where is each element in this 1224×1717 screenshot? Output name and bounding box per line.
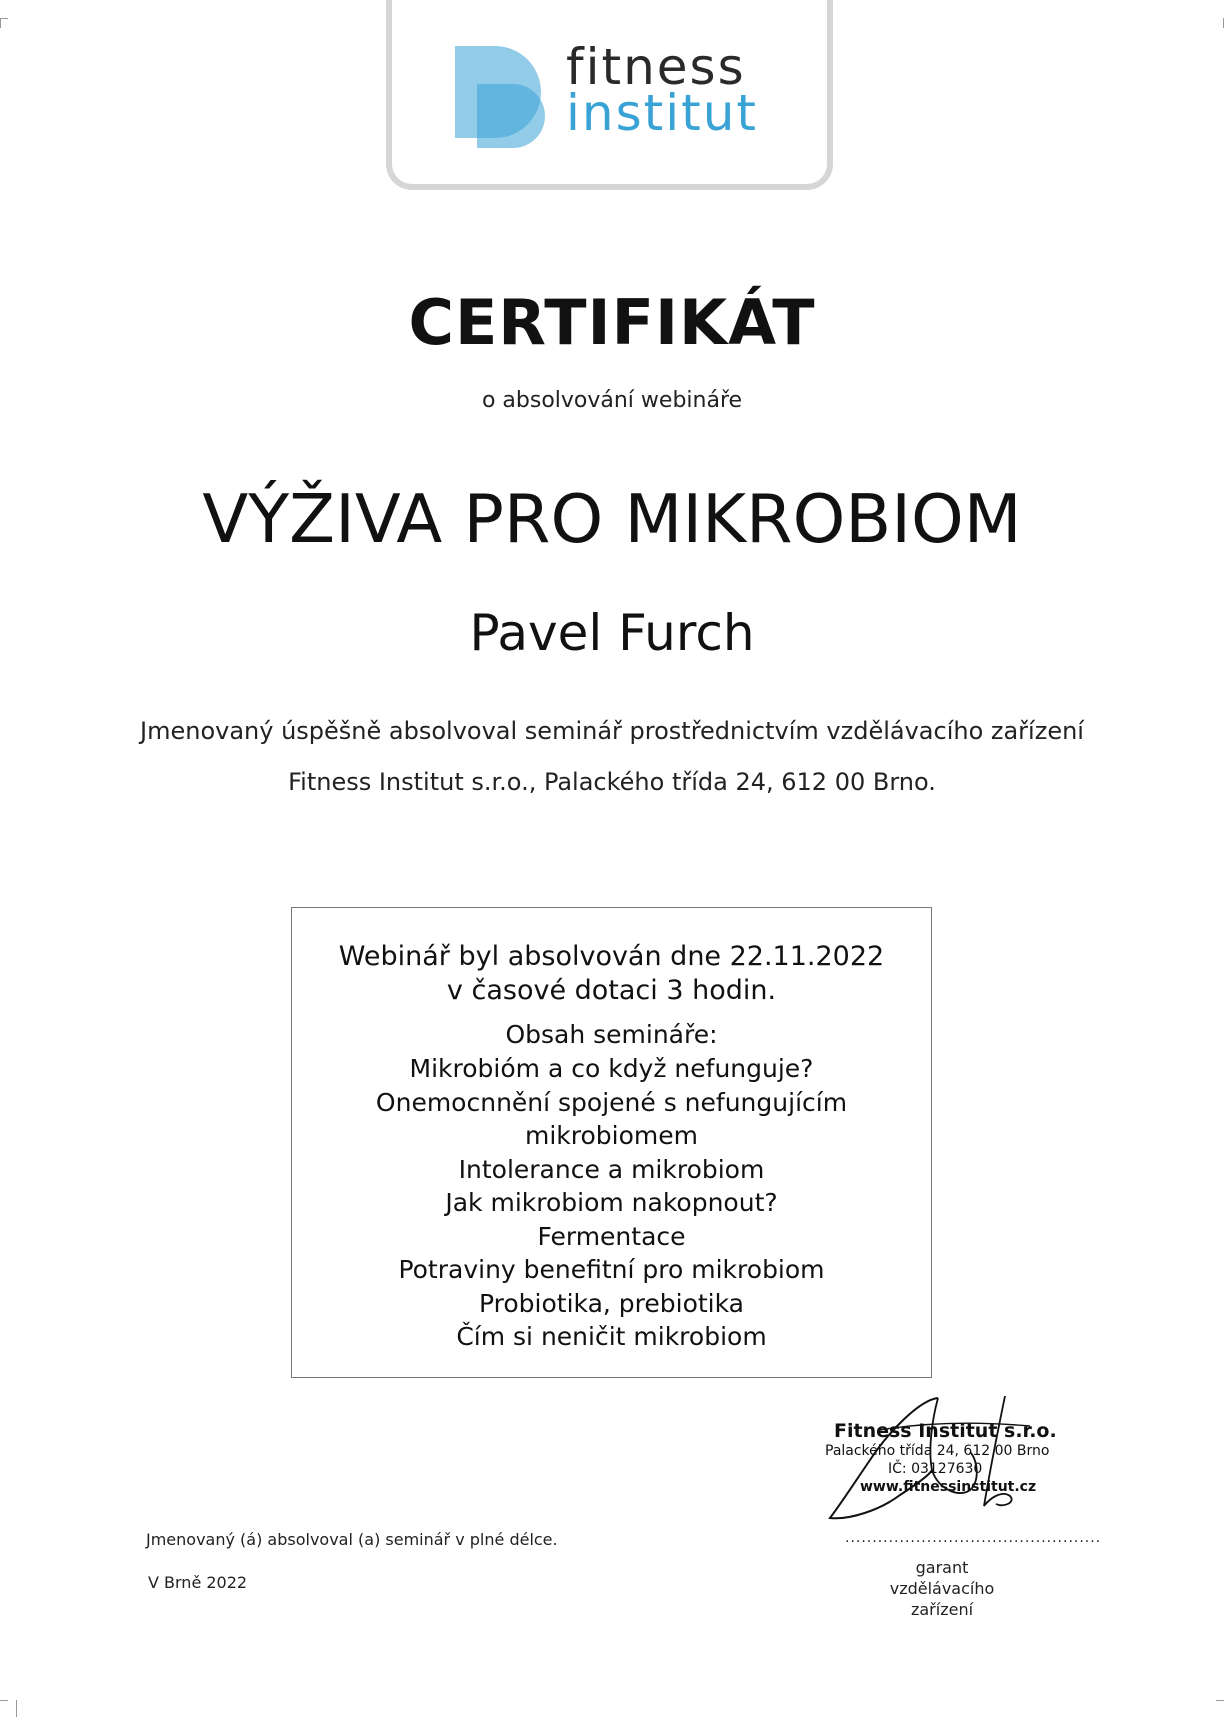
contents-heading: Obsah semináře: — [505, 1020, 718, 1049]
topic-item: Čím si neničit mikrobiom — [456, 1322, 767, 1351]
place-and-year: V Brně 2022 — [148, 1573, 248, 1592]
topic-item: Potraviny benefitní pro mikrobiom — [398, 1255, 825, 1284]
participant-name: Pavel Furch — [469, 604, 755, 662]
crop-mark-bottom-left — [0, 1700, 8, 1701]
stamp-ic: IČ: 03127630 — [888, 1461, 983, 1477]
completion-date: Webinář byl absolvován dne 22.11.2022 — [338, 941, 885, 972]
description-line-1: Jmenovaný úspěšně absolvoval seminář prostřednictvím vzdělávacího zařízení — [140, 717, 1084, 745]
stamp-address: Palackého třída 24, 612 00 Brno — [825, 1443, 1050, 1459]
logo-wordmark — [566, 38, 759, 142]
topic-item: Fermentace — [537, 1221, 686, 1251]
certificate-subtitle: o absolvování webináře — [481, 388, 743, 413]
topic-item: Probiotika, prebiotika — [479, 1288, 744, 1318]
crop-mark-bottom-left-v — [16, 1700, 17, 1717]
stamp-company: Fitness Institut s.r.o. — [834, 1420, 1057, 1442]
signature-icon — [820, 1390, 1040, 1530]
topic-item: Jak mikrobiom nakopnout? — [445, 1188, 778, 1217]
stamp-web: www.fitnessinstitut.cz — [860, 1479, 1037, 1495]
fitness-institut-logo-icon — [455, 46, 555, 148]
topic-item: Onemocnnění spojené s nefungujícím — [375, 1087, 848, 1117]
topic-item: mikrobiomem — [525, 1121, 698, 1150]
course-title: VÝŽIVA PRO MIKROBIOM — [202, 480, 1022, 558]
guarantor-label — [862, 1557, 1022, 1620]
crop-mark-bottom-right — [1216, 1700, 1224, 1701]
certificate-title: CERTIFIKÁT — [408, 286, 816, 359]
guarantor-label-line-2: zařízení — [910, 1600, 974, 1619]
signature-line: ............................................... — [845, 1530, 1102, 1546]
seminar-details-box — [291, 907, 932, 1378]
guarantor-label-line-1: garant vzdělávacího — [889, 1558, 995, 1598]
completion-note: Jmenovaný (á) absolvoval (a) seminář v plné délce. — [146, 1530, 558, 1549]
logo-text-fitness: fitness — [566, 38, 746, 96]
description-line-2: Fitness Institut s.r.o., Palackého třída 24, 612 00 Brno. — [288, 768, 936, 796]
duration: v časové dotaci 3 hodin. — [446, 975, 777, 1006]
logo-text-institut: institut — [566, 84, 759, 142]
topic-list — [292, 1052, 931, 1354]
crop-mark-top-left — [0, 18, 1, 28]
topic-item: Mikrobióm a co když nefunguje? — [409, 1054, 814, 1083]
topic-item: Intolerance a mikrobiom — [458, 1154, 765, 1184]
crop-mark-top-left-h — [0, 18, 8, 19]
